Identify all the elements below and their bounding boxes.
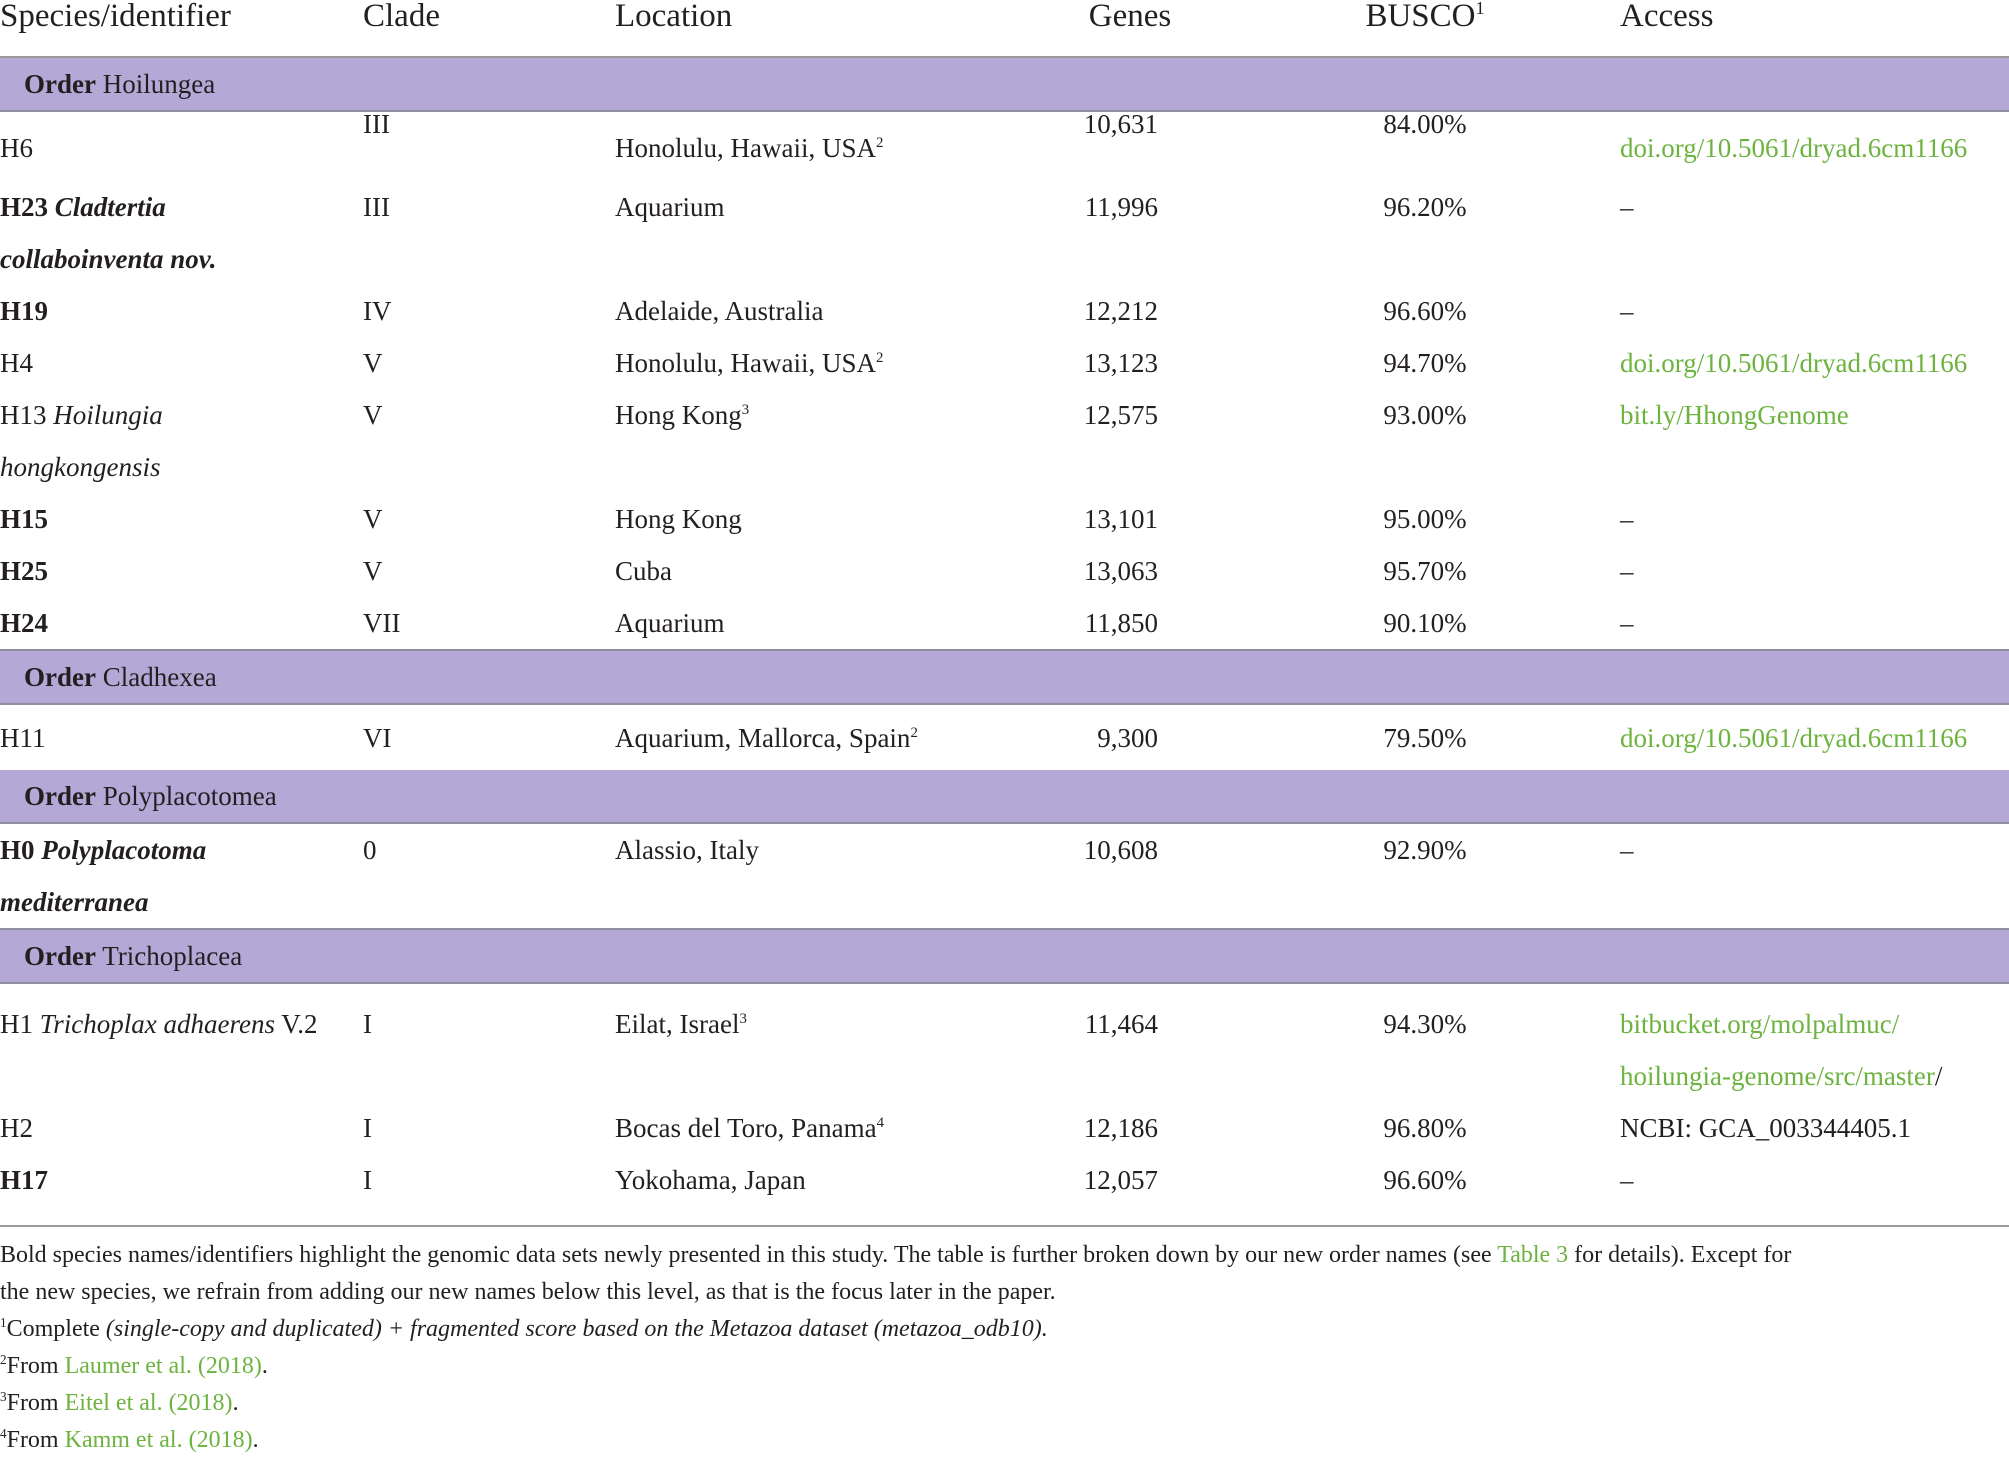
access-cell: – <box>1620 608 1634 638</box>
busco-cell: 93.00% <box>1383 400 1467 430</box>
busco-cell: 94.30% <box>1383 1009 1467 1039</box>
location-cell: Adelaide, Australia <box>615 296 824 326</box>
location-cell: Honolulu, Hawaii, USA$^2$ <box>615 348 884 378</box>
genes-cell: 10,608 <box>1083 835 1158 865</box>
species-cell: H25 <box>0 556 49 586</box>
table-row <box>0 704 2009 770</box>
species-cell: H23 Cladtertia collaboinventa nov. <box>0 192 217 274</box>
access-link[interactable]: bitbucket.org/molpalmuc/ hoilungia-genome/src/master/ <box>1620 1009 1943 1091</box>
species-cell: H19 <box>0 296 49 326</box>
species-cell: H4 <box>0 348 33 378</box>
genes-cell: 12,212 <box>1083 296 1158 326</box>
header-species: Species/identifier <box>0 0 363 57</box>
eitel-link[interactable]: Eitel et al. (2018) <box>64 1390 233 1416</box>
location-cell: Aquarium <box>615 608 725 638</box>
header-busco: BUSCO$^1$ <box>1230 0 1620 57</box>
table-row <box>0 111 2009 181</box>
busco-cell: 79.50% <box>1383 722 1467 753</box>
table-row <box>0 337 2009 389</box>
busco-cell: 96.20% <box>1383 192 1467 222</box>
clade-cell: V <box>363 400 383 430</box>
location-cell: Cuba <box>615 556 672 586</box>
busco-cell: 94.70% <box>1383 348 1467 378</box>
genes-cell: 9,300 <box>1097 722 1158 753</box>
clade-cell: III <box>363 109 390 139</box>
table-row <box>0 493 2009 545</box>
location-cell: Aquarium <box>615 192 725 222</box>
footnote-3: $^3$From Eitel et al. (2018). <box>0 1389 239 1416</box>
genes-cell: 11,464 <box>1084 1009 1158 1039</box>
genes-cell: 12,186 <box>1083 1113 1158 1143</box>
clade-cell: VI <box>363 722 392 753</box>
group-row-polyplacotomea: Order Polyplacotomea <box>0 770 2009 823</box>
group-row-hoilungea: Order Hoilungea <box>0 57 2009 111</box>
species-cell: H0 Polyplacotoma mediterranea <box>0 835 207 917</box>
species-cell: H17 <box>0 1165 49 1195</box>
access-cell: – <box>1620 192 1634 222</box>
species-cell: H24 <box>0 608 49 638</box>
clade-cell: V <box>363 556 383 586</box>
busco-cell: 92.90% <box>1383 835 1467 865</box>
busco-cell: 96.60% <box>1383 1165 1467 1195</box>
location-cell: Alassio, Italy <box>615 835 759 865</box>
species-cell: H15 <box>0 504 49 534</box>
table3-link[interactable]: Table 3 <box>1497 1242 1569 1268</box>
access-cell: – <box>1620 556 1634 586</box>
table-row <box>0 1102 2009 1154</box>
clade-cell: I <box>363 1009 372 1039</box>
access-cell: NCBI: GCA_003344405.1 <box>1620 1113 1912 1143</box>
access-cell: – <box>1620 835 1634 865</box>
table-footnotes <box>0 1225 2009 1459</box>
footnote-2: $^2$From Laumer et al. (2018). <box>0 1352 268 1379</box>
table-row <box>0 285 2009 337</box>
busco-cell: 96.60% <box>1383 296 1467 326</box>
location-cell: Eilat, Israel$^3$ <box>615 1009 747 1039</box>
clade-cell: III <box>363 192 390 222</box>
busco-cell: 95.70% <box>1383 556 1467 586</box>
access-link[interactable]: bit.ly/HhongGenome <box>1620 400 1849 430</box>
access-cell: – <box>1620 296 1634 326</box>
kamm-link[interactable]: Kamm et al. (2018) <box>64 1427 253 1453</box>
genes-cell: 13,123 <box>1083 348 1158 378</box>
header-clade: Clade <box>363 0 615 57</box>
genes-cell: 12,575 <box>1083 400 1158 430</box>
species-cell: H2 <box>0 1113 33 1143</box>
table-row <box>0 389 2009 493</box>
footnote-4: $^4$From Kamm et al. (2018). <box>0 1426 259 1453</box>
busco-cell: 84.00% <box>1383 109 1467 139</box>
group-row-cladhexea: Order Cladhexea <box>0 650 2009 704</box>
header-location: Location <box>615 0 1030 57</box>
table-row <box>0 823 2009 929</box>
location-cell: Hong Kong$^3$ <box>615 400 750 430</box>
busco-cell: 95.00% <box>1383 504 1467 534</box>
table-row <box>0 1154 2009 1206</box>
clade-cell: VII <box>363 608 401 638</box>
location-cell: Bocas del Toro, Panama$^4$ <box>615 1113 884 1143</box>
clade-cell: I <box>363 1165 372 1195</box>
header-genes: Genes <box>1030 0 1230 57</box>
access-link[interactable]: doi.org/10.5061/dryad.6cm1166 <box>1620 348 1968 378</box>
clade-cell: 0 <box>363 835 377 865</box>
species-cell: H1 Trichoplax adhaerens V.2 <box>0 1009 318 1039</box>
genes-cell: 13,101 <box>1083 504 1158 534</box>
clade-cell: IV <box>363 296 392 326</box>
busco-cell: 96.80% <box>1383 1113 1467 1143</box>
header-row <box>0 0 2009 57</box>
species-cell: H6 <box>0 133 33 163</box>
footnote-1: $^1$Complete (single-copy and duplicated) + fragmented score based on the Metazoa dataset (metazoa_odb10). <box>0 1315 1048 1342</box>
species-cell: H11 <box>0 722 46 753</box>
table-row <box>0 597 2009 650</box>
access-link[interactable]: doi.org/10.5061/dryad.6cm1166 <box>1620 722 1968 753</box>
access-cell: – <box>1620 1165 1634 1195</box>
access-link[interactable]: doi.org/10.5061/dryad.6cm1166 <box>1620 133 1968 163</box>
location-cell: Yokohama, Japan <box>615 1165 806 1195</box>
table-row <box>0 181 2009 285</box>
footnote-main: Bold species names/identifiers highlight the genomic data sets newly presented in this study. The table is further broken down by our new order names (see Table 3 for details). Except for the new species, we refrain from adding our new names below this level, as that is the focus later in the paper. <box>0 1242 1792 1305</box>
species-cell: H13 Hoilungia hongkongensis <box>0 400 163 482</box>
genes-cell: 11,850 <box>1084 608 1158 638</box>
table-row <box>0 983 2009 1102</box>
genes-cell: 11,996 <box>1084 192 1158 222</box>
busco-cell: 90.10% <box>1383 608 1467 638</box>
location-cell: Aquarium, Mallorca, Spain$^2$ <box>615 722 918 753</box>
laumer-link[interactable]: Laumer et al. (2018) <box>64 1353 262 1379</box>
genes-cell: 12,057 <box>1083 1165 1158 1195</box>
genes-cell: 10,631 <box>1083 109 1158 139</box>
location-cell: Hong Kong <box>615 504 742 534</box>
location-cell: Honolulu, Hawaii, USA$^2$ <box>615 133 884 163</box>
clade-cell: I <box>363 1113 372 1143</box>
clade-cell: V <box>363 348 383 378</box>
genes-cell: 13,063 <box>1083 556 1158 586</box>
table-row <box>0 545 2009 597</box>
access-cell: – <box>1620 504 1634 534</box>
header-access: Access <box>1620 0 2009 57</box>
group-row-trichoplacea: Order Trichoplacea <box>0 929 2009 983</box>
clade-cell: V <box>363 504 383 534</box>
